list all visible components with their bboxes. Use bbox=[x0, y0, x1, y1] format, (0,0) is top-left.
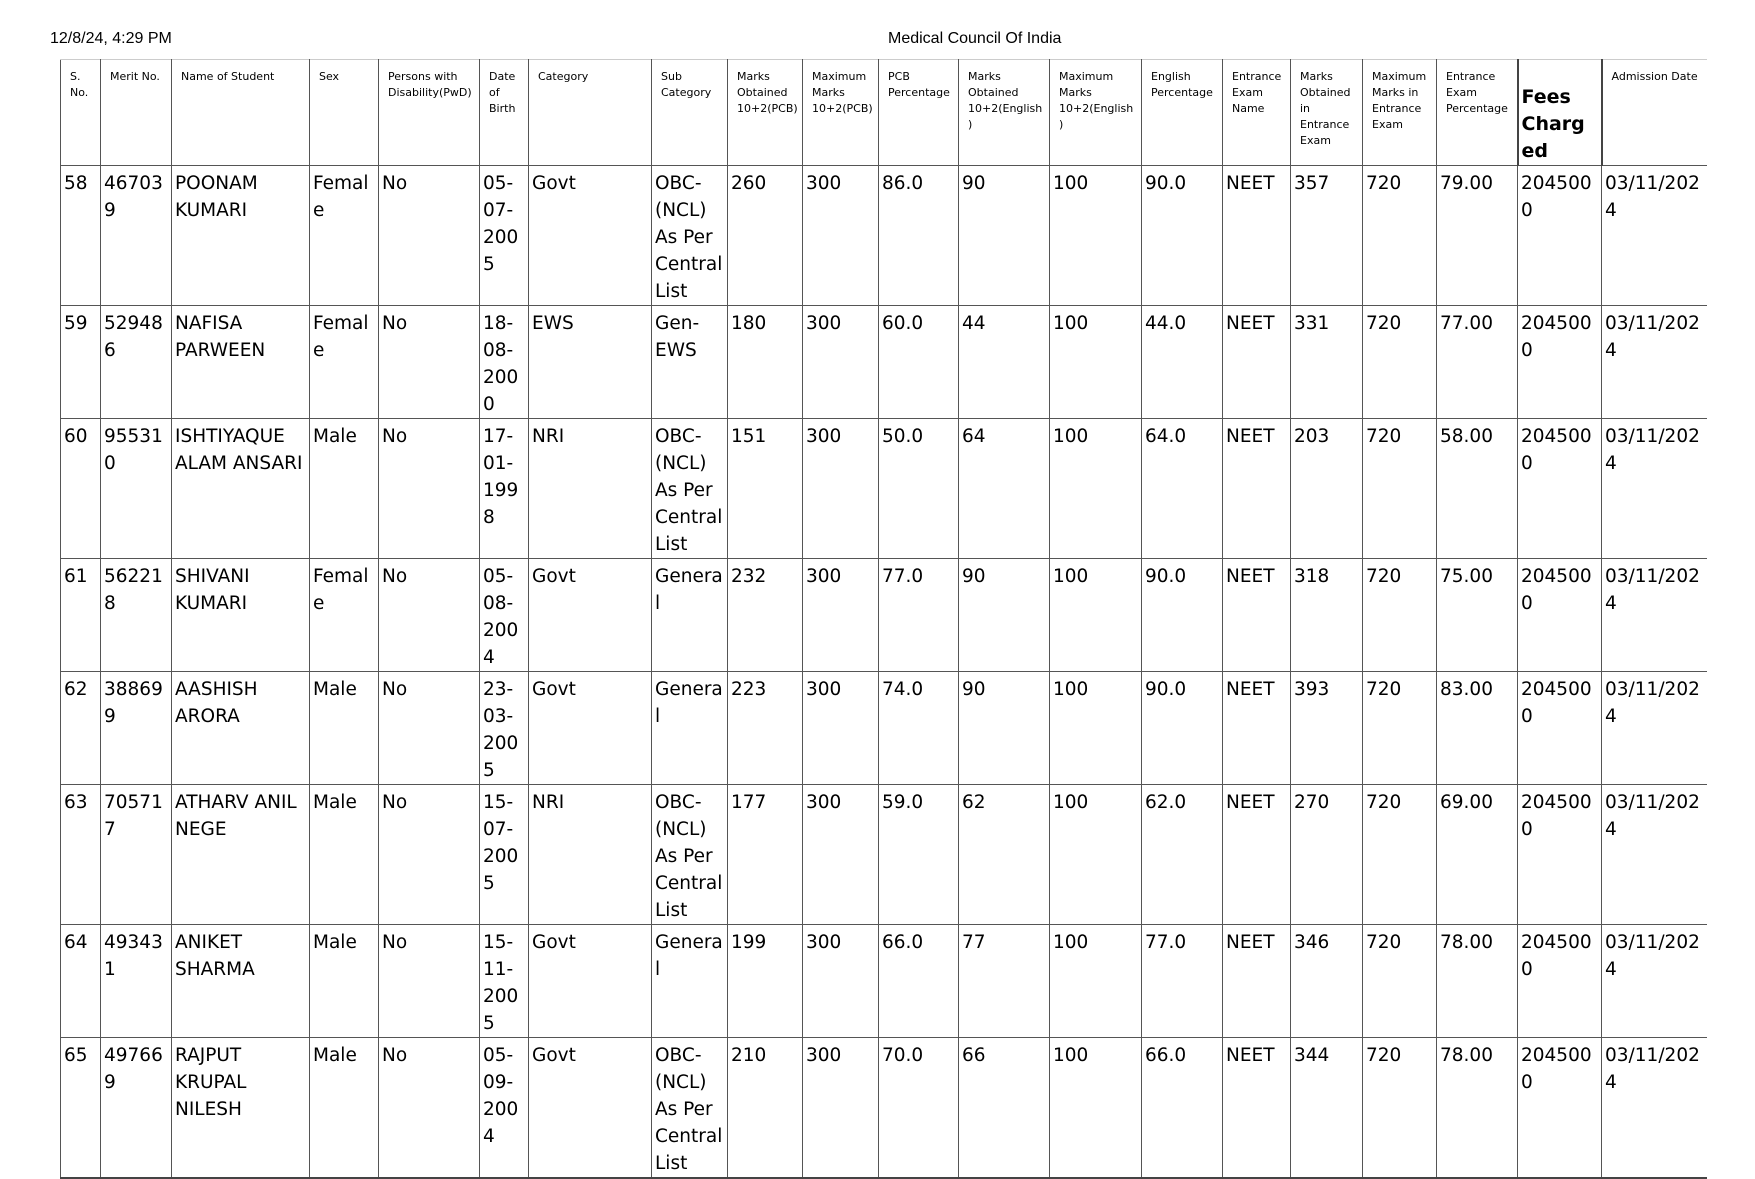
marks-pcb-cell: 151 bbox=[728, 419, 803, 559]
entrance-exam-name-cell: NEET bbox=[1223, 166, 1291, 306]
pwd-cell: No bbox=[379, 166, 480, 306]
english-percentage-cell: 44.0 bbox=[1142, 306, 1223, 419]
table-row bbox=[61, 419, 1707, 559]
marks-english-cell: 90 bbox=[959, 672, 1050, 785]
english-percentage-cell: 66.0 bbox=[1142, 1038, 1223, 1179]
student-name-cell: ISHTIYAQUE ALAM ANSARI bbox=[172, 419, 310, 559]
fees-charged-cell: 2045000 bbox=[1518, 419, 1602, 559]
admission-date-cell: 03/11/2024 bbox=[1602, 306, 1707, 419]
pcb-percentage-cell: 86.0 bbox=[879, 166, 959, 306]
marks-english-cell: 77 bbox=[959, 925, 1050, 1038]
english-percentage-cell: 62.0 bbox=[1142, 785, 1223, 925]
pcb-percentage-cell: 70.0 bbox=[879, 1038, 959, 1179]
column-header-entrance-percentage: Entrance Exam Percentage bbox=[1437, 60, 1518, 166]
column-header-max-marks-english: Maximum Marks 10+2(English) bbox=[1050, 60, 1142, 166]
entrance-exam-name-cell: NEET bbox=[1223, 925, 1291, 1038]
entrance-exam-name-cell: NEET bbox=[1223, 1038, 1291, 1179]
entrance-exam-name-cell: NEET bbox=[1223, 419, 1291, 559]
column-header-pcb-percentage: PCB Percentage bbox=[879, 60, 959, 166]
merit-no-cell: 497669 bbox=[101, 1038, 172, 1179]
pwd-cell: No bbox=[379, 306, 480, 419]
s-no-cell: 60 bbox=[61, 419, 101, 559]
column-header-marks-english: Marks Obtained 10+2(English) bbox=[959, 60, 1050, 166]
s-no-cell: 65 bbox=[61, 1038, 101, 1179]
admission-date-cell: 03/11/2024 bbox=[1602, 925, 1707, 1038]
pwd-cell: No bbox=[379, 1038, 480, 1179]
print-datetime: 12/8/24, 4:29 PM bbox=[50, 30, 172, 47]
sub-category-cell: OBC-(NCL) As Per Central List bbox=[652, 785, 728, 925]
admission-date-cell: 03/11/2024 bbox=[1602, 785, 1707, 925]
max-marks-pcb-cell: 300 bbox=[803, 1038, 879, 1179]
marks-pcb-cell: 199 bbox=[728, 925, 803, 1038]
column-header-student-name: Name of Student bbox=[172, 60, 310, 166]
sex-cell: Male bbox=[310, 1038, 379, 1179]
category-cell: NRI bbox=[529, 419, 652, 559]
max-marks-pcb-cell: 300 bbox=[803, 672, 879, 785]
student-name-cell: SHIVANI KUMARI bbox=[172, 559, 310, 672]
s-no-cell: 62 bbox=[61, 672, 101, 785]
entrance-percentage-cell: 79.00 bbox=[1437, 166, 1518, 306]
merit-no-cell: 467039 bbox=[101, 166, 172, 306]
entrance-marks-cell: 331 bbox=[1291, 306, 1363, 419]
entrance-max-marks-cell: 720 bbox=[1363, 306, 1437, 419]
pcb-percentage-cell: 77.0 bbox=[879, 559, 959, 672]
sex-cell: Female bbox=[310, 559, 379, 672]
table-row bbox=[61, 785, 1707, 925]
table-header-row bbox=[61, 60, 1707, 166]
entrance-percentage-cell: 58.00 bbox=[1437, 419, 1518, 559]
pwd-cell: No bbox=[379, 559, 480, 672]
sex-cell: Female bbox=[310, 166, 379, 306]
sex-cell: Male bbox=[310, 925, 379, 1038]
entrance-max-marks-cell: 720 bbox=[1363, 925, 1437, 1038]
entrance-max-marks-cell: 720 bbox=[1363, 559, 1437, 672]
sub-category-cell: Gen-EWS bbox=[652, 306, 728, 419]
marks-english-cell: 90 bbox=[959, 166, 1050, 306]
category-cell: Govt bbox=[529, 166, 652, 306]
entrance-max-marks-cell: 720 bbox=[1363, 785, 1437, 925]
entrance-percentage-cell: 75.00 bbox=[1437, 559, 1518, 672]
pcb-percentage-cell: 60.0 bbox=[879, 306, 959, 419]
marks-pcb-cell: 232 bbox=[728, 559, 803, 672]
date-of-birth-cell: 15-11-2005 bbox=[480, 925, 529, 1038]
column-header-english-percentage: English Percentage bbox=[1142, 60, 1223, 166]
max-marks-pcb-cell: 300 bbox=[803, 785, 879, 925]
entrance-max-marks-cell: 720 bbox=[1363, 672, 1437, 785]
max-marks-english-cell: 100 bbox=[1050, 672, 1142, 785]
date-of-birth-cell: 05-09-2004 bbox=[480, 1038, 529, 1179]
student-name-cell: POONAM KUMARI bbox=[172, 166, 310, 306]
sub-category-cell: General bbox=[652, 925, 728, 1038]
column-header-sex: Sex bbox=[310, 60, 379, 166]
marks-pcb-cell: 223 bbox=[728, 672, 803, 785]
s-no-cell: 63 bbox=[61, 785, 101, 925]
entrance-percentage-cell: 83.00 bbox=[1437, 672, 1518, 785]
entrance-max-marks-cell: 720 bbox=[1363, 1038, 1437, 1179]
english-percentage-cell: 90.0 bbox=[1142, 672, 1223, 785]
s-no-cell: 59 bbox=[61, 306, 101, 419]
pwd-cell: No bbox=[379, 419, 480, 559]
english-percentage-cell: 64.0 bbox=[1142, 419, 1223, 559]
entrance-max-marks-cell: 720 bbox=[1363, 166, 1437, 306]
max-marks-pcb-cell: 300 bbox=[803, 166, 879, 306]
admission-date-cell: 03/11/2024 bbox=[1602, 559, 1707, 672]
column-header-date-of-birth: Date of Birth bbox=[480, 60, 529, 166]
merit-no-cell: 493431 bbox=[101, 925, 172, 1038]
sub-category-cell: OBC-(NCL) As Per Central List bbox=[652, 1038, 728, 1179]
sub-category-cell: OBC-(NCL) As Per Central List bbox=[652, 166, 728, 306]
max-marks-english-cell: 100 bbox=[1050, 1038, 1142, 1179]
student-name-cell: RAJPUT KRUPAL NILESH bbox=[172, 1038, 310, 1179]
pcb-percentage-cell: 59.0 bbox=[879, 785, 959, 925]
table-row bbox=[61, 306, 1707, 419]
sex-cell: Male bbox=[310, 672, 379, 785]
column-header-merit-no: Merit No. bbox=[101, 60, 172, 166]
max-marks-english-cell: 100 bbox=[1050, 785, 1142, 925]
admission-date-cell: 03/11/2024 bbox=[1602, 672, 1707, 785]
english-percentage-cell: 90.0 bbox=[1142, 166, 1223, 306]
english-percentage-cell: 90.0 bbox=[1142, 559, 1223, 672]
date-of-birth-cell: 05-08-2004 bbox=[480, 559, 529, 672]
marks-english-cell: 66 bbox=[959, 1038, 1050, 1179]
max-marks-pcb-cell: 300 bbox=[803, 306, 879, 419]
merit-no-cell: 529486 bbox=[101, 306, 172, 419]
table-row bbox=[61, 672, 1707, 785]
category-cell: Govt bbox=[529, 559, 652, 672]
pwd-cell: No bbox=[379, 785, 480, 925]
category-cell: Govt bbox=[529, 1038, 652, 1179]
entrance-exam-name-cell: NEET bbox=[1223, 785, 1291, 925]
merit-no-cell: 562218 bbox=[101, 559, 172, 672]
pcb-percentage-cell: 66.0 bbox=[879, 925, 959, 1038]
table-row bbox=[61, 166, 1707, 306]
column-header-fees-charged: Fees Charged bbox=[1518, 60, 1602, 166]
entrance-percentage-cell: 78.00 bbox=[1437, 1038, 1518, 1179]
marks-pcb-cell: 177 bbox=[728, 785, 803, 925]
marks-english-cell: 44 bbox=[959, 306, 1050, 419]
column-header-marks-pcb: Marks Obtained 10+2(PCB) bbox=[728, 60, 803, 166]
entrance-max-marks-cell: 720 bbox=[1363, 419, 1437, 559]
pwd-cell: No bbox=[379, 672, 480, 785]
category-cell: EWS bbox=[529, 306, 652, 419]
marks-english-cell: 90 bbox=[959, 559, 1050, 672]
entrance-marks-cell: 318 bbox=[1291, 559, 1363, 672]
date-of-birth-cell: 17-01-1998 bbox=[480, 419, 529, 559]
table-body bbox=[61, 166, 1707, 1179]
pcb-percentage-cell: 74.0 bbox=[879, 672, 959, 785]
fees-charged-cell: 2045000 bbox=[1518, 672, 1602, 785]
marks-pcb-cell: 210 bbox=[728, 1038, 803, 1179]
max-marks-english-cell: 100 bbox=[1050, 419, 1142, 559]
entrance-exam-name-cell: NEET bbox=[1223, 672, 1291, 785]
max-marks-english-cell: 100 bbox=[1050, 166, 1142, 306]
pcb-percentage-cell: 50.0 bbox=[879, 419, 959, 559]
merit-no-cell: 955310 bbox=[101, 419, 172, 559]
entrance-exam-name-cell: NEET bbox=[1223, 306, 1291, 419]
column-header-max-marks-pcb: Maximum Marks 10+2(PCB) bbox=[803, 60, 879, 166]
category-cell: Govt bbox=[529, 925, 652, 1038]
marks-english-cell: 64 bbox=[959, 419, 1050, 559]
entrance-marks-cell: 346 bbox=[1291, 925, 1363, 1038]
category-cell: NRI bbox=[529, 785, 652, 925]
column-header-entrance-exam-name: Entrance Exam Name bbox=[1223, 60, 1291, 166]
max-marks-pcb-cell: 300 bbox=[803, 559, 879, 672]
admission-date-cell: 03/11/2024 bbox=[1602, 1038, 1707, 1179]
category-cell: Govt bbox=[529, 672, 652, 785]
merit-no-cell: 388699 bbox=[101, 672, 172, 785]
table-row bbox=[61, 1038, 1707, 1179]
entrance-marks-cell: 270 bbox=[1291, 785, 1363, 925]
sex-cell: Male bbox=[310, 785, 379, 925]
entrance-marks-cell: 203 bbox=[1291, 419, 1363, 559]
fees-charged-cell: 2045000 bbox=[1518, 925, 1602, 1038]
admissions-table bbox=[60, 59, 1707, 1179]
s-no-cell: 58 bbox=[61, 166, 101, 306]
entrance-marks-cell: 393 bbox=[1291, 672, 1363, 785]
table-row bbox=[61, 559, 1707, 672]
entrance-marks-cell: 344 bbox=[1291, 1038, 1363, 1179]
date-of-birth-cell: 18-08-2000 bbox=[480, 306, 529, 419]
table-row bbox=[61, 925, 1707, 1038]
english-percentage-cell: 77.0 bbox=[1142, 925, 1223, 1038]
student-name-cell: AASHISH ARORA bbox=[172, 672, 310, 785]
marks-pcb-cell: 260 bbox=[728, 166, 803, 306]
max-marks-pcb-cell: 300 bbox=[803, 925, 879, 1038]
column-header-sub-category: Sub Category bbox=[652, 60, 728, 166]
max-marks-english-cell: 100 bbox=[1050, 559, 1142, 672]
page-title: Medical Council Of India bbox=[888, 30, 1062, 47]
fees-charged-cell: 2045000 bbox=[1518, 166, 1602, 306]
marks-pcb-cell: 180 bbox=[728, 306, 803, 419]
sub-category-cell: OBC-(NCL) As Per Central List bbox=[652, 419, 728, 559]
column-header-entrance-marks: Marks Obtained in Entrance Exam bbox=[1291, 60, 1363, 166]
admission-date-cell: 03/11/2024 bbox=[1602, 166, 1707, 306]
fees-charged-cell: 2045000 bbox=[1518, 306, 1602, 419]
column-header-pwd: Persons with Disability(PwD) bbox=[379, 60, 480, 166]
pwd-cell: No bbox=[379, 925, 480, 1038]
s-no-cell: 61 bbox=[61, 559, 101, 672]
date-of-birth-cell: 23-03-2005 bbox=[480, 672, 529, 785]
sex-cell: Male bbox=[310, 419, 379, 559]
entrance-exam-name-cell: NEET bbox=[1223, 559, 1291, 672]
student-name-cell: ATHARV ANIL NEGE bbox=[172, 785, 310, 925]
column-header-s-no: S. No. bbox=[61, 60, 101, 166]
sub-category-cell: General bbox=[652, 559, 728, 672]
sex-cell: Female bbox=[310, 306, 379, 419]
column-header-category: Category bbox=[529, 60, 652, 166]
entrance-percentage-cell: 78.00 bbox=[1437, 925, 1518, 1038]
max-marks-english-cell: 100 bbox=[1050, 925, 1142, 1038]
fees-charged-cell: 2045000 bbox=[1518, 785, 1602, 925]
entrance-marks-cell: 357 bbox=[1291, 166, 1363, 306]
marks-english-cell: 62 bbox=[959, 785, 1050, 925]
s-no-cell: 64 bbox=[61, 925, 101, 1038]
student-name-cell: ANIKET SHARMA bbox=[172, 925, 310, 1038]
entrance-percentage-cell: 77.00 bbox=[1437, 306, 1518, 419]
column-header-entrance-max-marks: Maximum Marks in Entrance Exam bbox=[1363, 60, 1437, 166]
max-marks-pcb-cell: 300 bbox=[803, 419, 879, 559]
date-of-birth-cell: 15-07-2005 bbox=[480, 785, 529, 925]
student-name-cell: NAFISA PARWEEN bbox=[172, 306, 310, 419]
column-header-admission-date: Admission Date bbox=[1602, 60, 1707, 166]
max-marks-english-cell: 100 bbox=[1050, 306, 1142, 419]
sub-category-cell: General bbox=[652, 672, 728, 785]
page-header bbox=[50, 30, 1705, 54]
merit-no-cell: 705717 bbox=[101, 785, 172, 925]
fees-charged-cell: 2045000 bbox=[1518, 559, 1602, 672]
date-of-birth-cell: 05-07-2005 bbox=[480, 166, 529, 306]
admission-date-cell: 03/11/2024 bbox=[1602, 419, 1707, 559]
fees-charged-cell: 2045000 bbox=[1518, 1038, 1602, 1179]
entrance-percentage-cell: 69.00 bbox=[1437, 785, 1518, 925]
